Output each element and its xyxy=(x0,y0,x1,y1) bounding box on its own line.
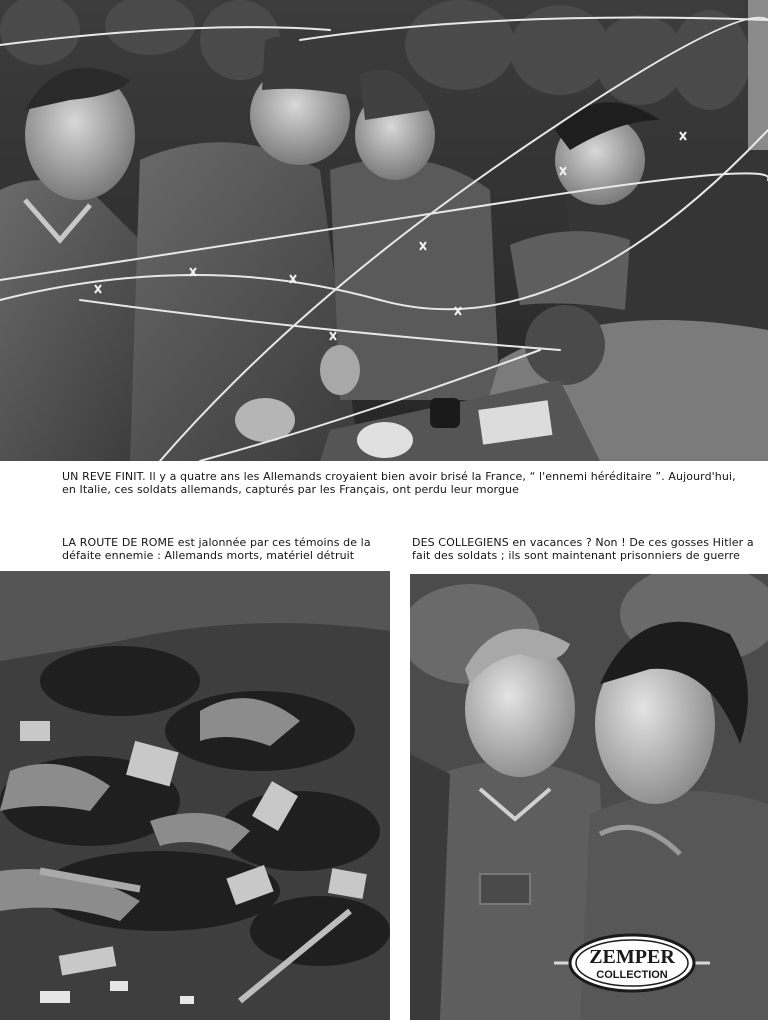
photo-prisoners-barbed-wire xyxy=(0,0,768,461)
caption-bottom-right-lead: DES COLLEGIENS xyxy=(412,536,509,549)
caption-bottom-left-text: est jalonnée par ces témoins de la défaite ennemie : Allemands morts, matériel détruit xyxy=(62,536,371,562)
caption-bottom-left xyxy=(62,536,392,562)
caption-top xyxy=(62,470,752,496)
caption-top-lead: UN REVE FINIT. xyxy=(62,470,146,483)
photo-prisoners-illustration xyxy=(0,0,768,461)
caption-bottom-right xyxy=(412,536,762,562)
watermark-line2: COLLECTION xyxy=(596,969,668,981)
zemper-logo-badge xyxy=(552,932,712,994)
caption-bottom-right-text: en vacances ? Non ! De ces gosses Hitler a fait des soldats ; ils sont maintenant prisonniers de guerre xyxy=(412,536,754,562)
caption-top-text: Il y a quatre ans les Allemands croyaient bien avoir brisé la France, “ l'ennemi héréditaire ”. Aujourd'hui, en Italie, ces soldats allemands, capturés par les Français, ont perdu leur morgue xyxy=(62,470,736,496)
zemper-collection-watermark xyxy=(552,932,712,994)
photo-road-to-rome-wreckage xyxy=(0,571,390,1020)
watermark-line1: ZEMPER xyxy=(589,946,675,968)
photo-wreckage-illustration xyxy=(0,571,390,1020)
caption-bottom-left-lead: LA ROUTE DE ROME xyxy=(62,536,175,549)
